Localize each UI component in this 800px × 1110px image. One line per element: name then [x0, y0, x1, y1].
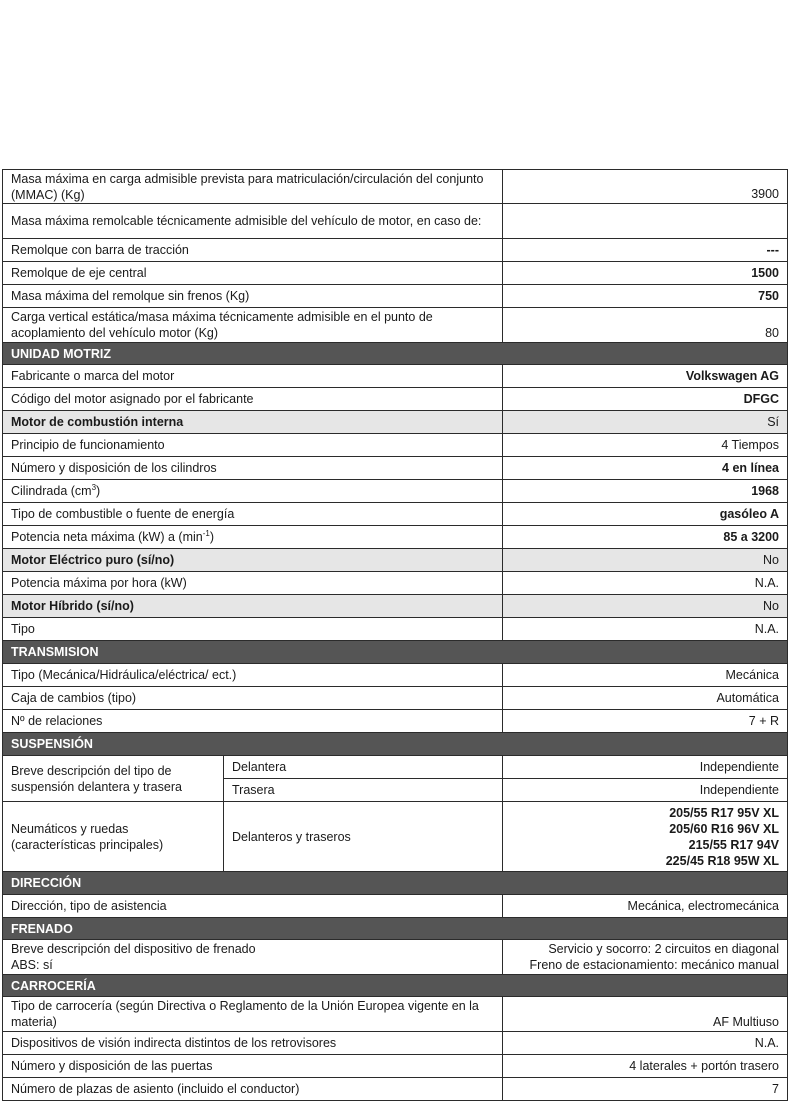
section-header — [3, 641, 788, 664]
table-row — [3, 710, 788, 733]
asistencia-value: Mecánica, electromecánica — [503, 895, 788, 918]
neumaticos-label: Neumáticos y ruedas (características principales) — [3, 802, 224, 872]
potencia-hora-value: N.A. — [503, 572, 788, 595]
potencia-superscript: -1 — [202, 528, 210, 538]
barra-value: --- — [503, 239, 788, 262]
potencia-label — [3, 526, 503, 549]
neumatico-item: 225/45 R18 95W XL — [665, 853, 779, 868]
neumatico-item: 215/55 R17 94V — [688, 837, 779, 852]
table-row — [3, 1032, 788, 1055]
frenado-value — [503, 940, 788, 975]
cilindrada-value: 1968 — [503, 480, 788, 503]
section-header — [3, 918, 788, 940]
fabricante-value: Volkswagen AG — [503, 365, 788, 388]
table-row — [3, 549, 788, 572]
transmision-title: TRANSMISION — [3, 641, 788, 664]
potencia-value: 85 a 3200 — [503, 526, 788, 549]
neumatico-item: 205/55 R17 95V XL — [669, 805, 779, 820]
table-row — [3, 802, 788, 872]
cilindros-label: Número y disposición de los cilindros — [3, 457, 503, 480]
relaciones-value: 7 + R — [503, 710, 788, 733]
table-row — [3, 411, 788, 434]
table-row — [3, 262, 788, 285]
table-row — [3, 618, 788, 641]
fabricante-label: Fabricante o marca del motor — [3, 365, 503, 388]
plazas-label: Número de plazas de asiento (incluido el conductor) — [3, 1078, 503, 1101]
table-row — [3, 365, 788, 388]
table-row — [3, 526, 788, 549]
frenado-title: FRENADO — [3, 918, 788, 940]
table-row — [3, 503, 788, 526]
section-header — [3, 733, 788, 756]
tipo-motor-label: Tipo — [3, 618, 503, 641]
carroceria-tipo-value: AF Multiuso — [503, 997, 788, 1032]
table-row — [3, 1078, 788, 1101]
table-row — [3, 170, 788, 204]
table-row — [3, 595, 788, 618]
asistencia-label: Dirección, tipo de asistencia — [3, 895, 503, 918]
hibrido-value: No — [503, 595, 788, 618]
eje-central-value: 1500 — [503, 262, 788, 285]
codigo-motor-value: DFGC — [503, 388, 788, 411]
delantera-label: Delantera — [224, 756, 503, 779]
remolcable-value — [503, 204, 788, 239]
suspension-title: SUSPENSIÓN — [3, 733, 788, 756]
table-row — [3, 434, 788, 457]
potencia-label-text: Potencia neta máxima (kW) a (min — [11, 530, 203, 544]
combustion-label: Motor de combustión interna — [3, 411, 503, 434]
carroceria-tipo-label: Tipo de carrocería (según Directiva o Reglamento de la Unión Europea vigente en la materia) — [3, 997, 503, 1032]
barra-label: Remolque con barra de tracción — [3, 239, 503, 262]
ejes-label: Delanteros y traseros — [224, 802, 503, 872]
potencia-hora-label: Potencia máxima por hora (kW) — [3, 572, 503, 595]
abs-label: ABS: sí — [11, 958, 53, 972]
spec-table — [2, 169, 788, 1101]
tipo-motor-value: N.A. — [503, 618, 788, 641]
combustion-value: Sí — [503, 411, 788, 434]
combustible-value: gasóleo A — [503, 503, 788, 526]
neumatico-item: 205/60 R16 96V XL — [669, 821, 779, 836]
puertas-label: Número y disposición de las puertas — [3, 1055, 503, 1078]
potencia-label-close: ) — [209, 530, 215, 544]
neumaticos-list — [503, 802, 788, 872]
table-row — [3, 940, 788, 975]
frenado-label — [3, 940, 503, 975]
direccion-title: DIRECCIÓN — [3, 872, 788, 895]
suspension-breve-label: Breve descripción del tipo de suspensión delantera y trasera — [3, 756, 224, 802]
electrico-label: Motor Eléctrico puro (sí/no) — [3, 549, 503, 572]
table-row — [3, 1055, 788, 1078]
section-header — [3, 343, 788, 365]
principio-value: 4 Tiempos — [503, 434, 788, 457]
transmision-tipo-label: Tipo (Mecánica/Hidráulica/eléctrica/ ect.) — [3, 664, 503, 687]
table-row — [3, 388, 788, 411]
table-row — [3, 480, 788, 503]
mmac-value: 3900 — [503, 170, 788, 204]
table-row — [3, 895, 788, 918]
table-row — [3, 285, 788, 308]
table-row — [3, 572, 788, 595]
carga-vertical-value: 80 — [503, 308, 788, 343]
table-row — [3, 204, 788, 239]
table-row — [3, 239, 788, 262]
caja-cambios-label: Caja de cambios (tipo) — [3, 687, 503, 710]
table-row — [3, 997, 788, 1032]
relaciones-label: Nº de relaciones — [3, 710, 503, 733]
transmision-tipo-value: Mecánica — [503, 664, 788, 687]
table-row — [3, 687, 788, 710]
cilindrada-label — [3, 480, 503, 503]
table-row — [3, 664, 788, 687]
codigo-motor-label: Código del motor asignado por el fabricante — [3, 388, 503, 411]
cilindros-value: 4 en línea — [503, 457, 788, 480]
cilindrada-superscript: 3 — [91, 482, 97, 492]
table-row — [3, 308, 788, 343]
vision-label: Dispositivos de visión indirecta distintos de los retrovisores — [3, 1032, 503, 1055]
delantera-value: Independiente — [503, 756, 788, 779]
cilindrada-label-text: Cilindrada (cm — [11, 484, 92, 498]
caja-cambios-value: Automática — [503, 687, 788, 710]
electrico-value: No — [503, 549, 788, 572]
plazas-value: 7 — [503, 1078, 788, 1101]
estacionamiento-value: Freno de estacionamiento: mecánico manual — [529, 958, 779, 972]
table-row — [3, 457, 788, 480]
servicio-value: Servicio y socorro: 2 circuitos en diagonal — [548, 942, 779, 956]
carga-vertical-label: Carga vertical estática/masa máxima técnicamente admisible en el punto de acoplamiento del vehículo motor (Kg) — [3, 308, 503, 343]
section-header — [3, 975, 788, 997]
vision-value: N.A. — [503, 1032, 788, 1055]
remolcable-label: Masa máxima remolcable técnicamente admisible del vehículo de motor, en caso de: — [3, 204, 503, 239]
sin-frenos-label: Masa máxima del remolque sin frenos (Kg) — [3, 285, 503, 308]
table-row — [3, 756, 788, 779]
section-header — [3, 872, 788, 895]
cilindrada-label-close: ) — [96, 484, 101, 498]
eje-central-label: Remolque de eje central — [3, 262, 503, 285]
carroceria-title: CARROCERÍA — [3, 975, 788, 997]
hibrido-label: Motor Híbrido (sí/no) — [3, 595, 503, 618]
combustible-label: Tipo de combustible o fuente de energía — [3, 503, 503, 526]
puertas-value: 4 laterales + portón trasero — [503, 1055, 788, 1078]
principio-label: Principio de funcionamiento — [3, 434, 503, 457]
mmac-label: Masa máxima en carga admisible prevista para matriculación/circulación del conjunto (MMAC) (Kg) — [3, 170, 503, 204]
sin-frenos-value: 750 — [503, 285, 788, 308]
trasera-label: Trasera — [224, 779, 503, 802]
unidad-motriz-title: UNIDAD MOTRIZ — [3, 343, 788, 365]
trasera-value: Independiente — [503, 779, 788, 802]
frenado-breve-label: Breve descripción del dispositivo de frenado — [11, 942, 256, 956]
